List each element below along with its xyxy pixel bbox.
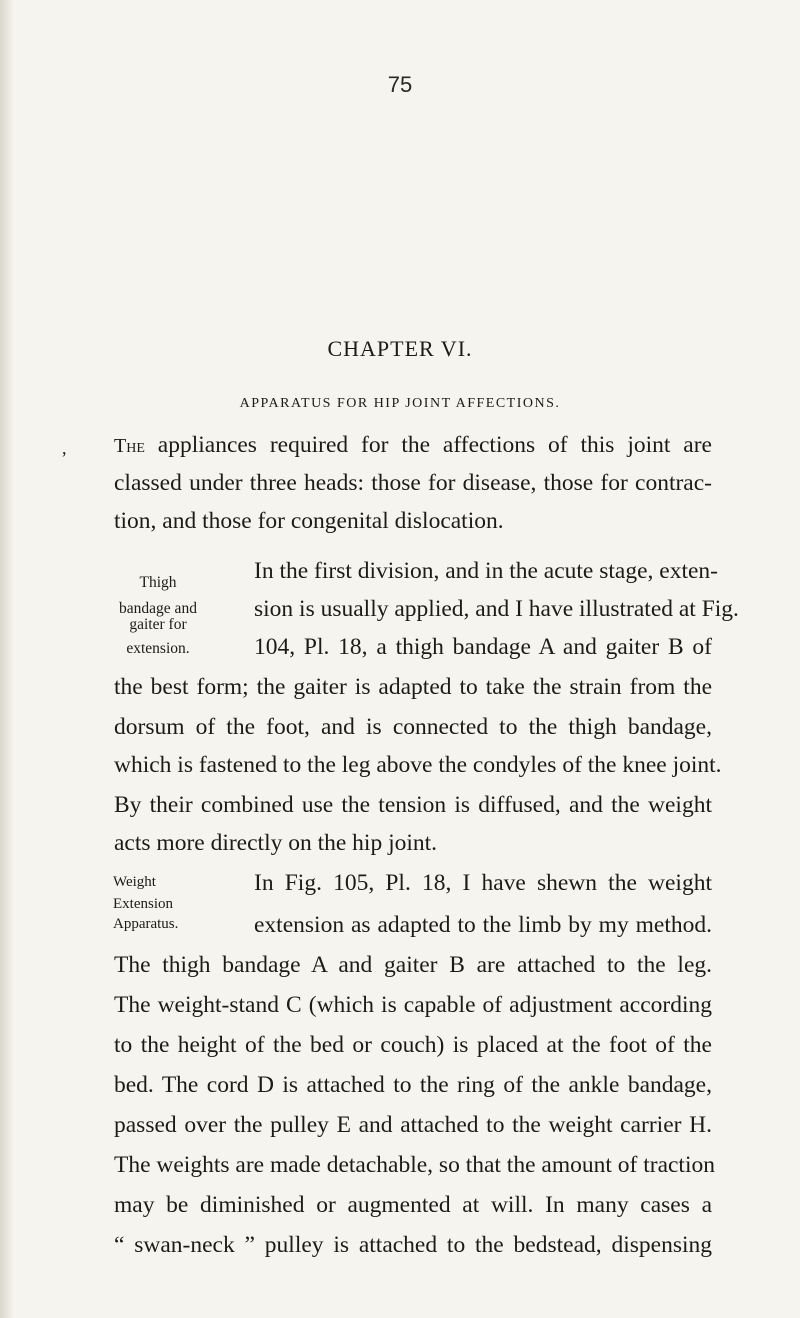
section-title: APPARATUS FOR HIP JOINT AFFECTIONS. <box>239 396 561 411</box>
paragraph-3-line-3: The thigh bandage A and gaiter B are attached to the leg. <box>114 952 712 978</box>
margin-note-thigh-line-2: bandage and <box>119 600 197 617</box>
paragraph-2-line-5: dorsum of the foot, and is connected to the thigh bandage, <box>114 714 712 740</box>
paragraph-lead-word: The <box>114 435 145 457</box>
paragraph-2-line-3: 104, Pl. 18, a thigh bandage A and gaiter B of <box>254 634 712 660</box>
chapter-title: CHAPTER VI. <box>327 336 473 361</box>
paragraph-2-line-4: the best form; the gaiter is adapted to take the strain from the <box>114 674 712 700</box>
margin-note-weight-line-3: Apparatus. <box>113 916 179 932</box>
paragraph-1-line-2: classed under three heads: those for disease, those for contrac- <box>114 470 712 496</box>
paragraph-2-line-8: acts more directly on the hip joint. <box>114 830 438 856</box>
paragraph-1-line-3: tion, and those for congenital dislocation. <box>114 508 504 534</box>
paragraph-3-line-5: to the height of the bed or couch) is placed at the foot of the <box>114 1032 712 1058</box>
margin-note-weight-line-1: Weight <box>113 874 156 890</box>
paragraph-3-line-8: The weights are made detachable, so that the amount of traction <box>114 1152 715 1178</box>
margin-note-weight-line-2: Extension <box>113 896 173 912</box>
paragraph-2-line-2: sion is usually applied, and I have illustrated at Fig. <box>254 596 739 622</box>
margin-note-thigh-line-4: extension. <box>126 640 190 657</box>
paragraph-1-line-1 <box>114 426 712 464</box>
paragraph-2-line-7: By their combined use the tension is diffused, and the weight <box>114 792 712 818</box>
margin-note-thigh-line-1: Thigh <box>139 574 177 591</box>
paragraph-3-line-4: The weight-stand C (which is capable of adjustment according <box>114 992 712 1018</box>
paragraph-3-line-7: passed over the pulley E and attached to the weight carrier H. <box>114 1112 712 1138</box>
margin-tick-mark: , <box>62 438 67 458</box>
paragraph-3-line-10: “ swan-neck ” pulley is attached to the bedstead, dispensing <box>114 1232 712 1258</box>
paragraph-2-line-1: In the first division, and in the acute stage, exten- <box>254 558 718 584</box>
page-edge-shadow <box>0 0 14 1318</box>
page-number: 75 <box>387 72 413 97</box>
paragraph-3-line-9: may be diminished or augmented at will. In many cases a <box>114 1192 712 1218</box>
paragraph-2-line-6: which is fastened to the leg above the condyles of the knee joint. <box>114 752 722 778</box>
margin-note-thigh-line-3: gaiter for <box>129 616 187 633</box>
paragraph-1-line-1-text: appliances required for the affections of this joint are <box>144 432 712 458</box>
paragraph-3-line-1: In Fig. 105, Pl. 18, I have shewn the weight <box>254 870 712 896</box>
paragraph-3-line-2: extension as adapted to the limb by my method. <box>254 912 712 938</box>
paragraph-3-line-6: bed. The cord D is attached to the ring of the ankle bandage, <box>114 1072 712 1098</box>
